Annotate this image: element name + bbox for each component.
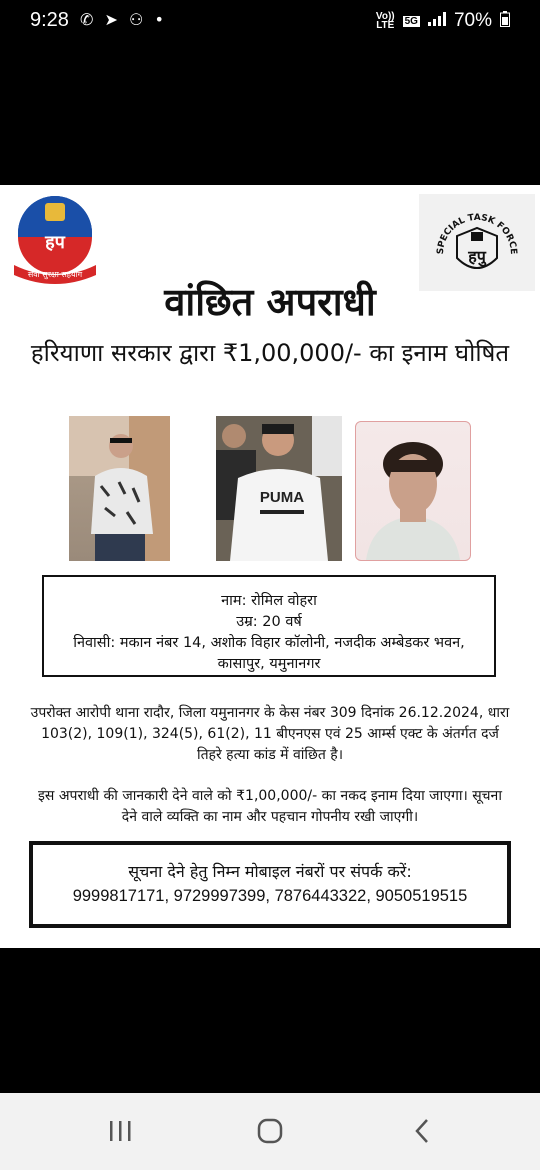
- notification-icons: [80, 10, 167, 29]
- wanted-poster: [0, 185, 540, 948]
- svg-text:SPECIAL TASK FORCE: SPECIAL TASK FORCE: [435, 212, 519, 255]
- reward-note: इस अपराधी की जानकारी देने वाले को ₹1,00,000/- का नकद इनाम दिया जाएगा। सूचना देने वाले व्यक्ति का नाम और पहचान गोपनीय रखी जाएगी।: [38, 788, 502, 825]
- suspect-details-box: [42, 575, 496, 677]
- case-description: उपरोक्त आरोपी थाना रादौर, जिला यमुनानगर के केस नंबर 309 दिनांक 26.12.2024, धारा 103(2), 109(1), 324(5), 61(2), 11 बीएनएस एवं 25 आर्म्स एक्ट के अंतर्गत दर्ज तिहरे हत्या कांड में वांछित है।: [30, 705, 510, 763]
- svg-text:PUMA: PUMA: [259, 489, 305, 506]
- telegram-icon: ➤: [104, 10, 121, 29]
- poster-title: वांछित अपराधी: [164, 280, 376, 324]
- battery-percentage: 70%: [453, 10, 492, 31]
- contact-icon: ⚇: [129, 10, 147, 29]
- battery-icon: [500, 11, 510, 32]
- suspect-photo-1: [69, 416, 170, 561]
- home-button[interactable]: [250, 1113, 290, 1149]
- contact-label: सूचना देने हेतु निम्न मोबाइल नंबरों पर संपर्क करें:: [128, 862, 412, 881]
- contact-numbers[interactable]: 9999817171, 9729997399, 7876443322, 9050519515: [72, 887, 468, 905]
- status-right: [376, 10, 510, 32]
- suspect-photo-2: [216, 416, 342, 561]
- recent-apps-button[interactable]: [100, 1113, 140, 1149]
- svg-text:हप: हप: [45, 232, 65, 253]
- suspect-name: नाम: रोमिल वोहरा: [221, 593, 317, 609]
- back-button[interactable]: [402, 1113, 442, 1149]
- suspect-address: निवासी: मकान नंबर 14, अशोक विहार कॉलोनी, नजदीक अम्बेडकर भवन, कासापुर, यमुनानगर: [73, 635, 465, 672]
- network-indicator: Vo)) LTE: [375, 11, 395, 31]
- suspect-photo-3: [355, 421, 471, 561]
- navigation-bar: [0, 1093, 540, 1170]
- svg-text:हपु: हपु: [468, 247, 486, 266]
- poster-subtitle: हरियाणा सरकार द्वारा ₹1,00,000/- का इनाम घोषित: [30, 339, 510, 367]
- whatsapp-icon: ✆: [80, 10, 97, 29]
- back-icon: [412, 1117, 432, 1145]
- network-badge: 5G: [404, 15, 418, 27]
- svg-text:सेवा सुरक्षा सहयोग: सेवा सुरक्षा सहयोग: [27, 270, 83, 279]
- dot-icon: •: [154, 10, 167, 29]
- home-icon: [256, 1117, 284, 1145]
- contact-box: [29, 841, 511, 928]
- status-time: 9:28: [30, 9, 69, 31]
- recent-apps-icon: [107, 1119, 133, 1143]
- signal-icon: [428, 11, 446, 31]
- status-bar: [0, 0, 540, 44]
- suspect-age: उम्र: 20 वर्ष: [236, 614, 302, 630]
